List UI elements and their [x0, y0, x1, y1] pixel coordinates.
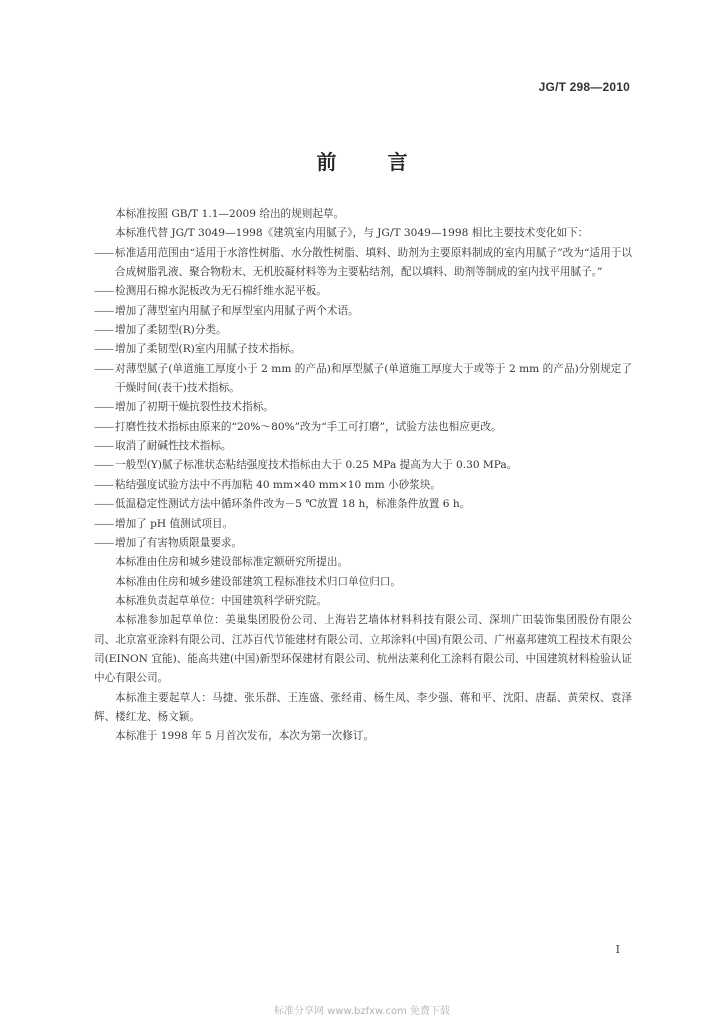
change-text: 增加了有害物质限量要求。 [115, 536, 243, 549]
dash-marker: —— [94, 401, 114, 414]
dash-marker: —— [94, 343, 114, 356]
change-text: 检测用石棉水泥板改为无石棉纤维水泥平板。 [115, 285, 327, 298]
dash-marker: —— [94, 362, 114, 375]
watermark-footer: 标准分享网 www.bzfxw.com 免费下载 [274, 1006, 450, 1017]
change-item [94, 302, 632, 321]
dash-marker: —— [94, 498, 114, 511]
change-item [94, 340, 632, 359]
intro-paragraph: 本标准代替 JG/T 3049—1998《建筑室内用腻子》，与 JG/T 3049—1998 相比主要技术变化如下： [115, 227, 589, 240]
change-text: 标准适用范围由“适用于水溶性树脂、水分散性树脂、填料、助剂为主要原料制成的室内用腻子”改为“适用于以合成树脂乳液、聚合物粉末、无机胶凝材料等为主要粘结剂，配以填料、助剂等制成的室内找平用腻子。” [115, 246, 632, 279]
change-item [94, 398, 632, 417]
change-item [94, 244, 632, 283]
closing-paragraph: 本标准参加起草单位：美巢集团股份公司、上海岩艺墙体材料科技有限公司、深圳广田装饰集团股份有限公司、北京富亚涂料有限公司、江苏百代节能建材有限公司、立邦涂料(中国)有限公司、广州嘉邦建筑工程技术有限公司(EINON 宜能)、能高共建(中国)新型环保建材有限公司、杭州法莱利化工涂料有限公司、中国建筑材料检验认证中心有限公司。 [94, 614, 632, 685]
intro-section [94, 205, 632, 244]
closing-paragraph: 本标准由住房和城乡建设部建筑工程标准技术归口单位归口。 [115, 575, 402, 588]
closing-paragraph: 本标准负责起草单位：中国建筑科学研究院。 [115, 594, 327, 607]
change-item [94, 515, 632, 534]
change-item [94, 456, 632, 475]
change-item [94, 476, 632, 495]
changes-list [94, 244, 632, 554]
change-item [94, 418, 632, 437]
change-item [94, 321, 632, 340]
dash-marker: —— [94, 459, 114, 472]
dash-marker: —— [94, 420, 114, 433]
foreword-body [94, 205, 632, 747]
dash-marker: —— [94, 536, 114, 549]
dash-marker: —— [94, 517, 114, 530]
change-text: 增加了柔韧型(R)分类。 [115, 324, 227, 337]
standard-code: JG/T 298—2010 [538, 80, 630, 94]
page-title: 前 言 [316, 150, 430, 174]
dash-marker: —— [94, 324, 114, 337]
change-item [94, 360, 632, 399]
change-text: 取消了耐碱性技术指标。 [115, 440, 232, 453]
closing-paragraph: 本标准由住房和城乡建设部标准定额研究所提出。 [115, 556, 349, 569]
dash-marker: —— [94, 285, 114, 298]
closing-section [94, 553, 632, 746]
change-text: 增加了初期干燥抗裂性技术指标。 [115, 401, 274, 414]
change-text: 粘结强度试验方法中不再加粘 40 mm×40 mm×10 mm 小砂浆块。 [115, 478, 441, 491]
closing-paragraph: 本标准主要起草人：马捷、张乐群、王连盛、张经甫、杨生凤、李少强、蒋和平、沈阳、唐磊、黄荣权、袁泽辉、楼红龙、杨文颖。 [94, 691, 632, 723]
dash-marker: —— [94, 246, 114, 259]
dash-marker: —— [94, 440, 114, 453]
change-text: 增加了柔韧型(R)室内用腻子技术指标。 [115, 343, 301, 356]
change-text: 对薄型腻子(单道施工厚度小于 2 mm 的产品)和厚型腻子(单道施工厚度大于或等于 2 mm 的产品)分别规定了干燥时间(表干)技术指标。 [115, 362, 632, 395]
change-text: 一般型(Y)腻子标准状态粘结强度技术指标由大于 0.25 MPa 提高为大于 0.30 MPa。 [115, 459, 518, 472]
change-text: 打磨性技术指标由原来的“20%～80%”改为“手工可打磨”，试验方法也相应更改。 [115, 420, 502, 433]
change-item [94, 437, 632, 456]
dash-marker: —— [94, 304, 114, 317]
change-text: 低温稳定性测试方法中循环条件改为－5 ℃放置 18 h，标准条件放置 6 h。 [115, 498, 471, 511]
page-number: I [615, 943, 620, 956]
change-item [94, 282, 632, 301]
closing-paragraph: 本标准于 1998 年 5 月首次发布，本次为第一次修订。 [115, 730, 375, 743]
change-item [94, 534, 632, 553]
intro-paragraph: 本标准按照 GB/T 1.1—2009 给出的规则起草。 [115, 208, 345, 220]
change-text: 增加了薄型室内用腻子和厚型室内用腻子两个术语。 [115, 304, 359, 317]
change-text: 增加了 pH 值测试项目。 [115, 517, 234, 530]
dash-marker: —— [94, 478, 114, 491]
change-item [94, 495, 632, 514]
